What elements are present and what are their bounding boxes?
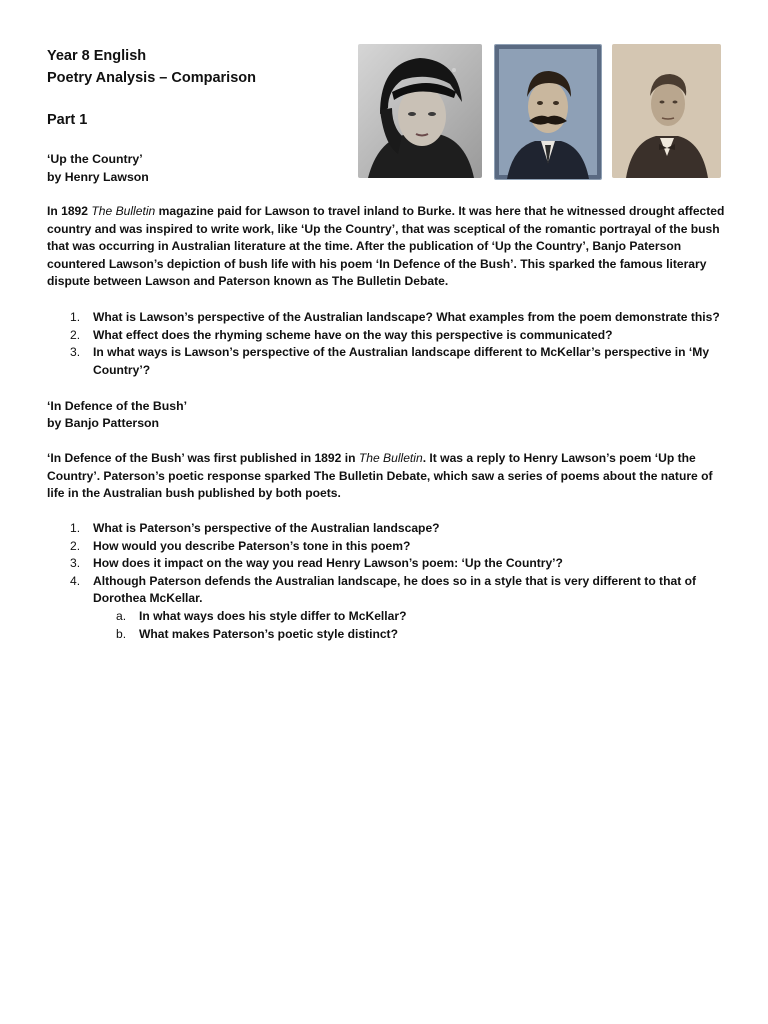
subquestion-letter: b. bbox=[116, 626, 127, 641]
poem-title-in-defence-of-the-bush: ‘In Defence of the Bush’ bbox=[47, 399, 188, 413]
question-number: 2. bbox=[70, 538, 81, 553]
question-item bbox=[47, 555, 733, 573]
paragraph-text: ‘In Defence of the Bush’ was first published in 1892 in bbox=[47, 451, 359, 465]
poem-author-paterson: by Banjo Patterson bbox=[47, 416, 160, 430]
question-item bbox=[47, 309, 733, 327]
question-text: How does it impact on the way you read Henry Lawson’s poem: ‘Up the Country’? bbox=[93, 556, 563, 571]
subquestion-text: What makes Paterson’s poetic style distinct? bbox=[139, 626, 398, 641]
question-item bbox=[47, 538, 733, 556]
paragraph-text: In 1892 bbox=[47, 204, 92, 218]
publication-title: The Bulletin bbox=[91, 204, 156, 218]
question-number: 3. bbox=[70, 556, 81, 571]
course-title: Year 8 English bbox=[47, 48, 147, 64]
paragraph-text: . It was a reply to Henry Lawson’s poem ‘Up the Country’. Paterson’s poetic response sparked The Bulletin Debate, which saw a series of poems about the nature of life in the Australian bush published by both poets. bbox=[47, 451, 713, 501]
question-item bbox=[47, 344, 733, 379]
portrait-photo-banjo-paterson bbox=[612, 44, 721, 178]
question-text: What effect does the rhyming scheme have on the way this perspective is communicated? bbox=[93, 327, 613, 342]
questions-list-paterson bbox=[47, 520, 733, 643]
document-title bbox=[47, 45, 256, 89]
question-text: Although Paterson defends the Australian landscape, he does so in a style that is very different to that of Dorothea McKellar. bbox=[93, 573, 697, 606]
question-item bbox=[47, 573, 733, 643]
worksheet-title: Poetry Analysis – Comparison bbox=[47, 70, 256, 86]
question-number: 3. bbox=[70, 345, 81, 360]
subquestion-letter: a. bbox=[116, 608, 127, 623]
intro-paragraph-paterson bbox=[47, 450, 729, 503]
subquestion-text: In what ways does his style differ to McKellar? bbox=[139, 608, 407, 623]
question-text: What is Lawson’s perspective of the Australian landscape? What examples from the poem demonstrate this? bbox=[93, 310, 720, 324]
portrait-photo-henry-lawson bbox=[494, 44, 602, 180]
question-number: 2. bbox=[70, 327, 81, 342]
portrait-photo-woman bbox=[358, 44, 482, 178]
question-text: How would you describe Paterson’s tone in this poem? bbox=[93, 538, 411, 553]
questions-list-lawson bbox=[47, 309, 733, 379]
subquestions-list bbox=[93, 608, 733, 643]
question-item bbox=[47, 327, 733, 345]
question-text: What is Paterson’s perspective of the Australian landscape? bbox=[93, 521, 440, 535]
poem-author-lawson: by Henry Lawson bbox=[47, 170, 149, 184]
paragraph-text: magazine paid for Lawson to travel inland to Burke. It was here that he witnessed drought affected country and was inspired to write work, like ‘Up the Country’, that was sceptical of the romantic portrayal of the bush that was occurring in Australian literature at the time. After the publication of ‘Up the Country’, Banjo Paterson countered Lawson’s depiction of bush life with his poem ‘In Defence of the Bush’. This sparked the famous literary dispute between Lawson and Paterson known as The Bulletin Debate. bbox=[47, 204, 725, 289]
poem-title-up-the-country: ‘Up the Country’ bbox=[47, 152, 143, 166]
question-number: 1. bbox=[70, 310, 81, 324]
question-text: In what ways is Lawson’s perspective of the Australian landscape different to McKellar’s perspective in ‘My Country’? bbox=[93, 345, 710, 377]
publication-title: The Bulletin bbox=[358, 451, 423, 465]
question-number: 1. bbox=[70, 521, 81, 535]
subquestion-item bbox=[93, 626, 699, 644]
part-heading: Part 1 bbox=[47, 112, 88, 128]
question-item bbox=[47, 520, 733, 538]
question-number: 4. bbox=[70, 573, 81, 588]
intro-paragraph-lawson bbox=[47, 203, 729, 291]
subquestion-item bbox=[93, 608, 699, 626]
